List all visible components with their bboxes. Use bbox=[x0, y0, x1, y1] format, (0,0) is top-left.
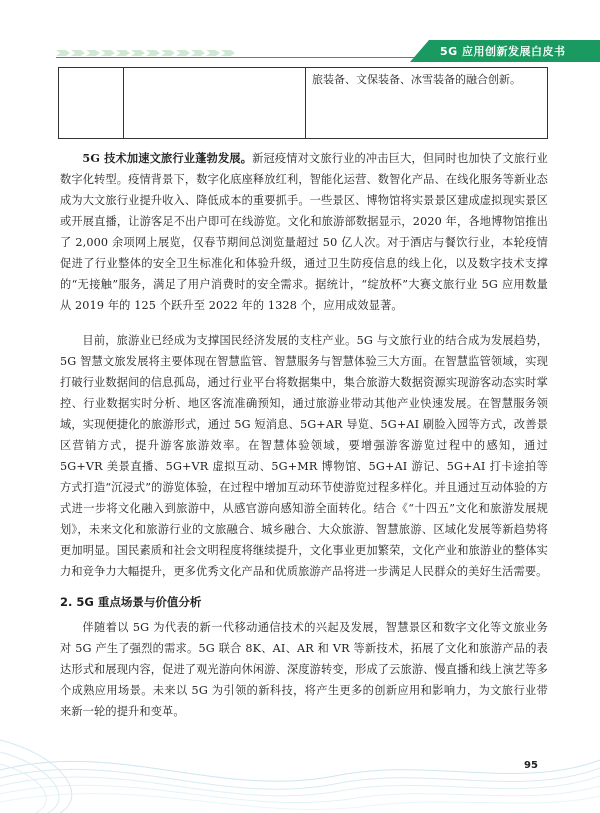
table-column-divider bbox=[305, 67, 306, 138]
table-column-divider bbox=[123, 67, 124, 138]
main-content bbox=[60, 148, 548, 722]
section-heading: 2. 5G 重点场景与价值分析 bbox=[60, 595, 202, 609]
table-cell-text: 旅装备、文保装备、冰雪装备的融合创新。 bbox=[312, 73, 521, 86]
footer-wave-decoration bbox=[0, 700, 600, 813]
header-arrow-decoration bbox=[56, 50, 235, 56]
table-fragment bbox=[58, 67, 548, 139]
paragraph-text: 新冠疫情对文旅行业的冲击巨大，但同时也加快了文旅行业数字化转型。疫情背景下，数字化底座释放红利，智能化运营、数智化产品、在线化服务等新业态成为大文旅行业提升收入、降低成本的重要抓手。一些景区、博物馆将实景景区建成虚拟现实景区或开展直播，让游客足不出户即可在线游览。文化和旅游部数据显示，2020 年，各地博物馆推出了 2,000 余项网上展览，仅春节期间总浏览量超过 50 亿人次。对于酒店与餐饮行业，本轮疫情促进了行业整体的安全卫生标准化和体验升级，通过卫生防疫信息的线上化，以及数字技术支撑的“无接触”服务，满足了用户消费时的安全需求。据统计，“绽放杯”大赛文旅行业 5G 应用数量从 2019 年的 125 个跃升至 2022 年的 1328 个，应用成效显著。 bbox=[60, 152, 548, 312]
page-number: 95 bbox=[524, 760, 538, 771]
table-top-border bbox=[59, 67, 547, 68]
paragraph-lead-bold: 5G 技术加速文旅行业蓬勃发展。 bbox=[82, 151, 253, 165]
paragraph-5g-culture-tourism bbox=[60, 148, 548, 316]
header-rule bbox=[56, 57, 448, 58]
paragraph-smart-tourism: 目前，旅游业已经成为支撑国民经济发展的支柱产业。5G 与文旅行业的结合成为发展趋势，5G 智慧文旅发展将主要体现在智慧监管、智慧服务与智慧体验三大方面。在智慧监管领域，实现打破行业数据间的信息孤岛，通过行业平台将数据集中，集合旅游大数据资源实现游客动态实时掌控、行业数据实时分析、地区客流准确预知，通过旅游业带动其他产业快速发展。在智慧服务领域，实现便捷化的旅游形式，通过 5G 短消息、5G+AR 导览、5G+AI 刷脸入园等方式，改善景区营销方式，提升游客旅游效率。在智慧体验领域，要增强游客游览过程中的感知，通过 5G+VR 美景直播、5G+VR 虚拟互动、5G+MR 博物馆、5G+AI 游记、5G+AI 打卡途拍等方式打造“沉浸式”的游览体验，在过程中增加互动环节使游览过程多样化。并且通过互动体验的方式进一步将文化融入到旅游中，从感官游向感知游全面转化。结合《“十四五”文化和旅游发展规划》，未来文化和旅游行业的文旅融合、城乡融合、大众旅游、智慧旅游、区域化发展等新趋势将更加明显。国民素质和社会文明程度将继续提升，文化事业更加繁荣，文化产业和旅游业的整体实力和竞争力大幅提升，更多优秀文化产品和优质旅游产品将进一步满足人民群众的美好生活需要。 bbox=[60, 334, 548, 578]
paragraph-scenario-value: 伴随着以 5G 为代表的新一代移动通信技术的兴起及发展，智慧景区和数字文化等文旅业务对 5G 产生了强烈的需求。5G 联合 8K、AI、AR 和 VR 等新技术，拓展了文化和旅游产品的表达形式和展现内容，促进了观光游向休闲游、深度游转变，形成了云旅游、慢直播和线上演艺等多个成熟应用场景。未来以 5G 为引领的新科技，将产生更多的创新应用和影响力，为文旅行业带来新一轮的提升和变革。 bbox=[60, 621, 548, 718]
running-header-title: 5G 应用创新发展白皮书 bbox=[440, 45, 566, 58]
